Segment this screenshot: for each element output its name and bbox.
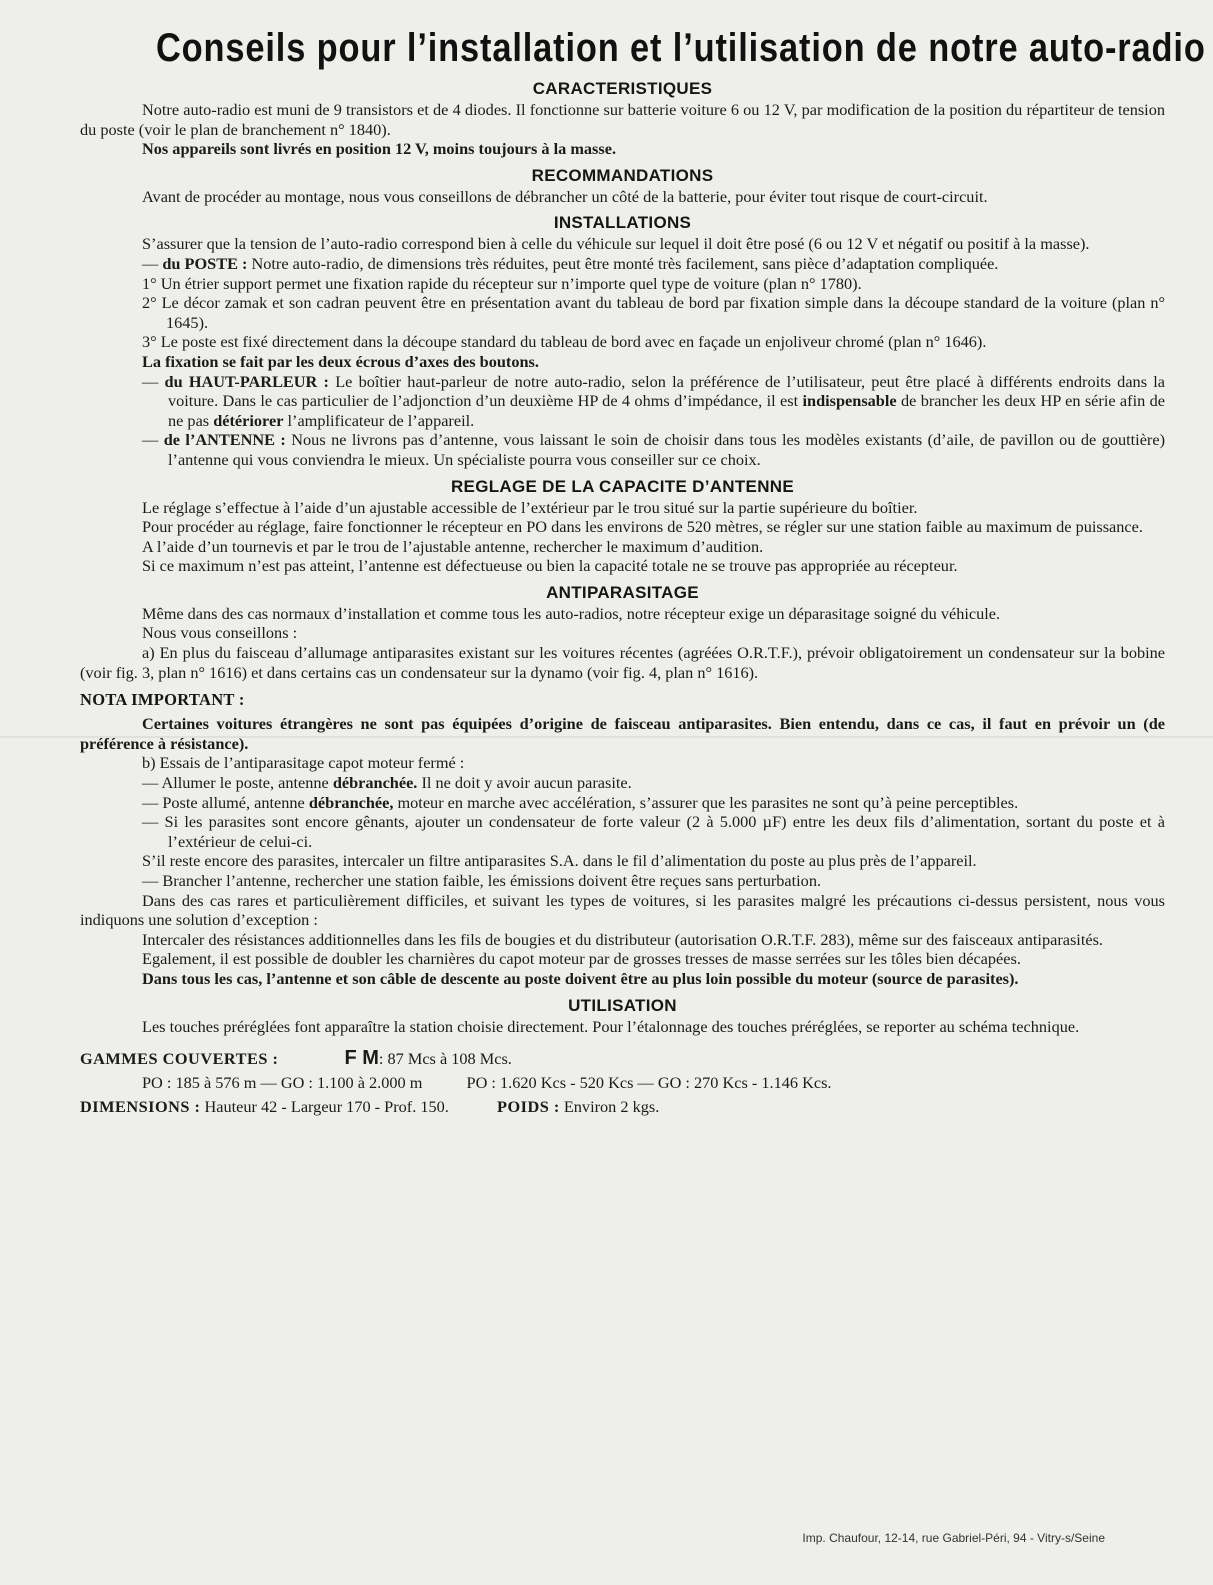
gammes-po-go-kcs: PO : 1.620 Kcs - 520 Kcs — GO : 270 Kcs - 1.146 Kcs. <box>466 1073 832 1093</box>
hp-text3: l’amplificateur de l’appareil. <box>287 410 475 430</box>
heading-recommandations: RECOMMANDATIONS <box>531 165 714 185</box>
gammes-po-go-m: PO : 185 à 576 m — GO : 1.100 à 2.000 m <box>142 1073 423 1093</box>
poids-label: POIDS : <box>497 1097 560 1117</box>
installations-fixation: La fixation se fait par les deux écrous d’axes des boutons. <box>142 351 539 371</box>
installations-hp: — du HAUT-PARLEUR : Le boîtier haut-parleur de notre auto-radio, selon la préférence de l’utilisateur, peut être placé à différents endroits dans la voiture. Dans le cas particulier de l’adjonction d’un deuxième HP de 4 ohms d’impédance, il est indispensable de brancher les deux HP en série afin de ne pas détériorer l’amplificateur de l’appareil. <box>142 371 1166 430</box>
nota-p1: Certaines voitures étrangères ne sont pas équipées d’origine de faisceau antiparasites. Bien entendu, dans ce cas, il faut en prévoir un (de préférence à résistance). <box>80 714 1165 753</box>
heading-antiparasitage: ANTIPARASITAGE <box>546 582 699 602</box>
hp-label: du HAUT-PARLEUR : <box>164 371 329 391</box>
nota-d1c: Il ne doit y avoir aucun parasite. <box>421 773 632 793</box>
antiparasitage-p1: Même dans des cas normaux d’installation et comme tous les auto-radios, notre récepteur exige un déparasitage soigné du véhicule. <box>142 603 1001 623</box>
caracteristiques-p2: Nos appareils sont livrés en position 12 V, moins toujours à la masse. <box>142 139 617 159</box>
antenne-label: de l’ANTENNE : <box>163 430 286 450</box>
nota-d2a: — Poste allumé, antenne <box>142 792 305 812</box>
antiparasitage-p3: a) En plus du faisceau d’allumage antiparasites existant sur les voitures récentes (agréées O.R.T.F.), prévoir obligatoirement un condensateur sur la bobine (voir fig. 3, plan n° 1616) et dans certains cas un condensateur sur la dynamo (voir fig. 4, plan n° 1616). <box>80 643 1165 682</box>
reglage-p4: Si ce maximum n’est pas atteint, l’antenne est défectueuse ou bien la capacité totale ne se trouve pas appropriée au récepteur. <box>142 556 958 576</box>
specs <box>80 1046 1165 1119</box>
installations-poste: — du POSTE : Notre auto-radio, de dimensions très réduites, peut être monté très facilement, sans pièce d’adaptation compliquée. <box>142 253 999 273</box>
reglage-p3: A l’aide d’un tournevis et par le trou de l’ajustable antenne, rechercher le maximum d’audition. <box>142 536 764 556</box>
heading-caracteristiques: CARACTERISTIQUES <box>532 79 713 98</box>
nota-p6: Egalement, il est possible de doubler les charnières du capot moteur par de grosses tresses de masse serrées sur les tôles bien décapées. <box>142 949 1021 969</box>
hp-text1: Le boîtier haut-parleur de notre auto-radio, selon la préférence de l’utilisateur, peut être placé à différents endroits dans la voiture. Dans le cas particulier de l’adjonction d’un deuxième HP de 4 ohms d’impédance, il est <box>168 371 1166 411</box>
reglage-p1: Le réglage s’effectue à l’aide d’un ajustable accessible de l’extérieur par le trou situé sur la partie supérieure du boîtier. <box>142 497 918 517</box>
heading-utilisation: UTILISATION <box>568 995 677 1015</box>
nota-d4: — Brancher l’antenne, rechercher une station faible, les émissions doivent être reçues sans perturbation. <box>142 871 822 890</box>
installations-n1: 1° Un étrier support permet une fixation rapide du récepteur sur n’importe quel type de voiture (plan n° 1780). <box>142 273 862 293</box>
fm-value: : 87 Mcs à 108 Mcs. <box>378 1049 512 1069</box>
hp-text2: de brancher les deux HP en série afin de ne pas <box>168 391 1165 430</box>
reglage-p2: Pour procéder au réglage, faire fonctionner le récepteur en PO dans les environs de 520 mètres, se régler sur une station faible au maximum de puissance. <box>142 517 1143 537</box>
heading-installations: INSTALLATIONS <box>553 213 692 233</box>
poste-text: Notre auto-radio, de dimensions très réduites, peut être monté très facilement, sans pièce d’adaptation compliquée. <box>251 253 999 273</box>
dimensions-line <box>80 1095 1165 1119</box>
poids-value: Environ 2 kgs. <box>563 1097 660 1117</box>
gammes-label: GAMMES COUVERTES : <box>80 1049 279 1069</box>
installations-antenne: — de l’ANTENNE : Nous ne livrons pas d’antenne, vous laissant le soin de choisir dans tous les modèles existants (d’aile, de pavillon ou de gouttière) l’antenne qui vous conviendra le mieux. Un spécialiste pourra vous conseiller sur ce choix. <box>142 430 1165 469</box>
nota-p5: Intercaler des résistances additionnelles dans les fils de bougies et du distributeur (autorisation O.R.T.F. 283), même sur des faisceaux antiparasités. <box>142 929 1103 949</box>
dimensions-value: Hauteur 42 - Largeur 170 - Prof. 150. <box>204 1097 449 1117</box>
nota-d1 <box>80 773 1165 793</box>
gammes-line1 <box>80 1046 1165 1071</box>
nota-d3: — Si les parasites sont encore gênants, ajouter un condensateur de forte valeur (2 à 5.000 µF) entre les deux fils d’alimentation, sortant du poste et à l’extérieur de celui-ci. <box>142 812 1165 851</box>
nota-d2 <box>80 793 1165 813</box>
heading-nota: NOTA IMPORTANT : <box>80 690 245 710</box>
dimensions-label: DIMENSIONS : <box>80 1097 201 1117</box>
caracteristiques-p1: Notre auto-radio est muni de 9 transistors et de 4 diodes. Il fonctionne sur batterie voiture 6 ou 12 V, par modification de la position du répartiteur de tension du poste (voir le plan de branchement n° 1840). <box>80 100 1165 139</box>
fold-crease <box>0 736 1213 738</box>
nota-p7: Dans tous les cas, l’antenne et son câble de descente au poste doivent être au plus loin possible du moteur (source de parasites). <box>142 968 1019 988</box>
nota-d2c: moteur en marche avec accélération, s’assurer que les parasites ne sont qu’à peine perceptibles. <box>397 792 1019 812</box>
nota-p2: b) Essais de l’antiparasitage capot moteur fermé : <box>142 753 465 773</box>
nota-d2b: débranchée, <box>308 792 394 812</box>
antiparasitage-p2: Nous vous conseillons : <box>142 623 298 643</box>
nota-p4: Dans des cas rares et particulièrement difficiles, et suivant les types de voitures, si les parasites malgré les précautions ci-dessus persistent, nous vous indiquons une solution d’exception : <box>80 890 1165 930</box>
nota-d1b: débranchée. <box>332 773 418 793</box>
hp-bold2: détériorer <box>213 410 284 430</box>
installations-n3: 3° Le poste est fixé directement dans la découpe standard du tableau de bord avec en façade un enjoliveur chromé (plan n° 1646). <box>142 332 987 352</box>
imprint: Imp. Chaufour, 12-14, rue Gabriel-Péri, 94 - Vitry-s/Seine <box>802 1531 1105 1545</box>
nota-d1a: — Allumer le poste, antenne <box>142 773 329 793</box>
gammes-line2 <box>80 1071 1165 1095</box>
heading-reglage: REGLAGE DE LA CAPACITE D’ANTENNE <box>450 476 794 496</box>
poste-label: du POSTE : <box>162 253 248 273</box>
fm-label: F M <box>344 1047 379 1070</box>
nota-p3: S’il reste encore des parasites, intercaler un filtre antiparasites S.A. dans le fil d’alimentation du poste au plus près de l’appareil. <box>142 851 977 871</box>
utilisation-p1: Les touches préréglées font apparaître la station choisie directement. Pour l’étalonnage des touches préréglées, se reporter au schéma technique. <box>142 1016 1080 1036</box>
installations-p1: S’assurer que la tension de l’auto-radio correspond bien à celle du véhicule sur lequel il doit être posé (6 ou 12 V et négatif ou positif à la masse). <box>142 234 1090 254</box>
antenne-text: Nous ne livrons pas d’antenne, vous laissant le soin de choisir dans tous les modèles existants (d’aile, de pavillon ou de gouttière) l’antenne qui vous conviendra le mieux. Un spécialiste pourra vous conseiller sur ce choix. <box>168 430 1165 469</box>
recommandations-p1: Avant de procéder au montage, nous vous conseillons de débrancher un côté de la batterie, pour éviter tout risque de court-circuit. <box>142 186 988 206</box>
page-title: Conseils pour l’installation et l’utilisation de notre auto-radio <box>155 26 1206 70</box>
installations-n2: 2° Le décor zamak et son cadran peuvent être en présentation avant du tableau de bord par fixation simple dans la découpe standard de la voiture (plan n° 1645). <box>142 293 1165 332</box>
hp-bold1: indispensable <box>802 391 897 411</box>
